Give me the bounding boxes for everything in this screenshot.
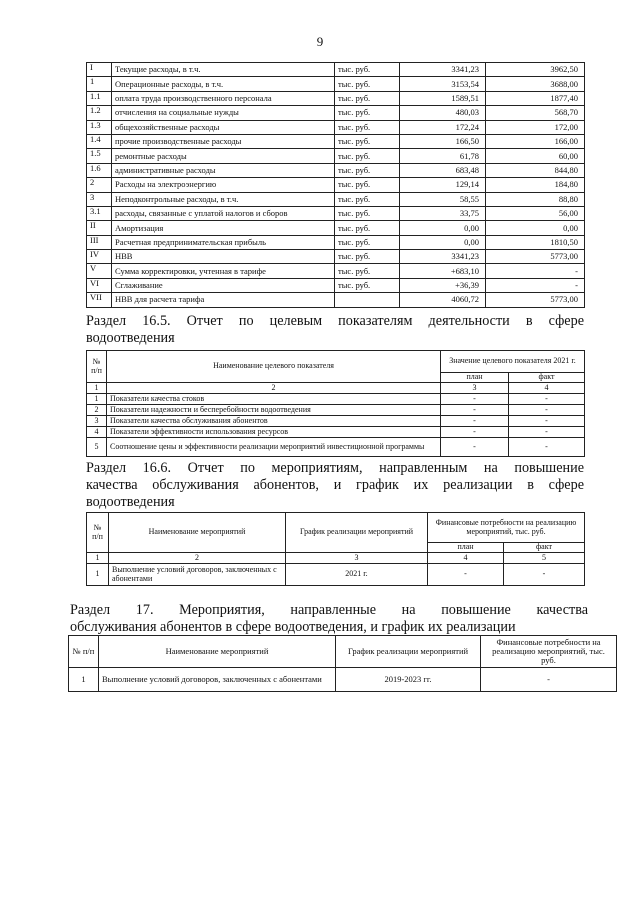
table-row: 1.6 административные расходы тыс. руб. 683,48 844,80 xyxy=(87,163,585,177)
page-number: 9 xyxy=(316,34,324,49)
table-row: 1.5 ремонтные расходы тыс. руб. 61,78 60,00 xyxy=(87,149,585,163)
table-row: 1.4 прочие производственные расходы тыс. руб. 166,50 166,00 xyxy=(87,134,585,148)
measures-plan-table: № п/п Наименование мероприятий График реализации мероприятий Финансовые потребности на реализацию мероприятий, тыс. руб. 1 Выполнение условий договоров, заключенных с абонентами 2019-2023 гг. - xyxy=(68,635,617,692)
section-16-6-heading: Раздел 16.6. Отчет по мероприятиям, направленным на повышение качества обслуживания абонентов, и график их реализации в сфере водоотведения xyxy=(86,460,584,510)
expenses-table xyxy=(86,62,585,308)
table-row: 2 Расходы на электроэнергию тыс. руб. 129,14 184,80 xyxy=(87,178,585,192)
table-row: VII НВВ для расчета тарифа 4060,72 5773,00 xyxy=(87,293,585,307)
table-row: 4 Показатели эффективности использования ресурсов - - xyxy=(87,427,585,438)
table-row: IV НВВ тыс. руб. 3341,23 5773,00 xyxy=(87,250,585,264)
table-row: II Амортизация тыс. руб. 0,00 0,00 xyxy=(87,221,585,235)
table-row: 1 Операционные расходы, в т.ч. тыс. руб. 3153,54 3688,00 xyxy=(87,77,585,91)
table-row: 3 Неподконтрольные расходы, в т.ч. тыс. руб. 58,55 88,80 xyxy=(87,192,585,206)
col-num-header: № п/п xyxy=(87,351,107,383)
index-row: 1 2 3 4 xyxy=(87,383,585,394)
table-row: 5 Соотношение цены и эффективности реализации мероприятий инвестиционной программы - - xyxy=(87,438,585,457)
table-row: 3.1 расходы, связанные с уплатой налогов и сборов тыс. руб. 33,75 56,00 xyxy=(87,206,585,220)
index-row: 1 2 3 4 5 xyxy=(87,553,585,564)
measures-report-table: № п/п Наименование мероприятий График реализации мероприятий Финансовые потребности на реализацию мероприятий, тыс. руб. план факт 1 2 3 4 5 1 Выполнение условий договоров, заключенных с абонентами 2021 г. - - xyxy=(86,512,585,586)
table-row: 2 Показатели надежности и бесперебойности водоотведения - - xyxy=(87,405,585,416)
table-row: 1.1 оплата труда производственного персонала тыс. руб. 1589,51 1877,40 xyxy=(87,91,585,105)
table-row: 1.2 отчисления на социальные нужды тыс. руб. 480,03 568,70 xyxy=(87,106,585,120)
table-row: 1 Показатели качества стоков - - xyxy=(87,394,585,405)
col-name-header: Наименование целевого показателя xyxy=(107,351,441,383)
table-row: 3 Показатели качества обслуживания абонентов - - xyxy=(87,416,585,427)
col-value-header: Значение целевого показателя 2021 г. xyxy=(441,351,585,373)
table-row: V Сумма корректировки, учтенная в тарифе тыс. руб. +683,10 - xyxy=(87,264,585,278)
table-row: III Расчетная предпринимательская прибыль тыс. руб. 0,00 1810,50 xyxy=(87,235,585,249)
section-17-heading: Раздел 17. Мероприятия, направленные на повышение качества обслуживания абонентов в сфере водоотведения, и график их реализации xyxy=(70,602,588,635)
table-row: 1 Выполнение условий договоров, заключенных с абонентами 2021 г. - - xyxy=(87,564,585,586)
col-plan-header: план xyxy=(441,373,509,383)
table-row: 1.3 общехозяйственные расходы тыс. руб. 172,24 172,00 xyxy=(87,120,585,134)
table-row: VI Сглаживание тыс. руб. +36,39 - xyxy=(87,278,585,292)
col-fact-header: факт xyxy=(509,373,585,383)
table-row: I Текущие расходы, в т.ч. тыс. руб. 3341,23 3962,50 xyxy=(87,63,585,77)
table-row: 1 Выполнение условий договоров, заключенных с абонентами 2019-2023 гг. - xyxy=(69,668,617,692)
section-16-5-heading: Раздел 16.5. Отчет по целевым показателям деятельности в сфере водоотведения xyxy=(86,313,584,346)
targets-table xyxy=(86,350,585,457)
